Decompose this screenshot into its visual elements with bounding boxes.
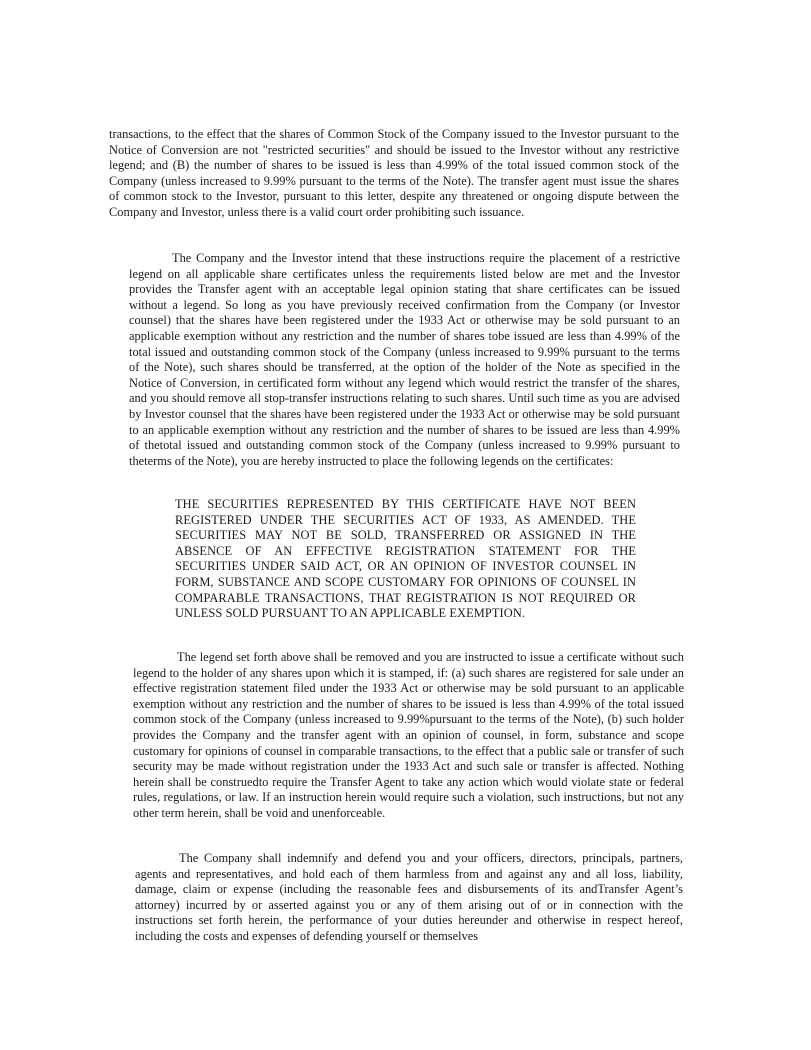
paragraph-restrictive-legend-intent: The Company and the Investor intend that these instructions require the placement of a restrictive legend on all applicable share certificates unless the requirements listed below are met and the Investor provides the Transfer agent with an acceptable legal opinion stating that share certificates can be issued without a legend. So long as you have previously received confirmation from the Company (or Investor counsel) that the shares have been registered under the 1933 Act or otherwise may be sold pursuant to an applicable exemption without any restriction and the number of shares tobe issued are less than 4.99% of the total issued and outstanding common stock of the Company (unless increased to 9.99% pursuant to the terms of the Note), such shares should be transferred, at the option of the holder of the Note as specified in the Notice of Conversion, in certificated form without any legend which would restrict the transfer of the shares, and you should remove all stop-transfer instructions relating to such shares. Until such time as you are advised by Investor counsel that the shares have been registered under the 1933 Act or otherwise may be sold pursuant to an applicable exemption without any restriction and the number of shares to be issued are less than 4.99% of thetotal issued and outstanding common stock of the Company (unless increased to 9.99% pursuant to theterms of the Note), you are hereby instructed to place the following legends on the certificates: — [129, 251, 680, 468]
securities-legend-block: THE SECURITIES REPRESENTED BY THIS CERTIFICATE HAVE NOT BEEN REGISTERED UNDER THE SECURITIES ACT OF 1933, AS AMENDED. THE SECURITIES MAY NOT BE SOLD, TRANSFERRED OR ASSIGNED IN THE ABSENCE OF AN EFFECTIVE REGISTRATION STATEMENT FOR THE SECURITIES UNDER SAID ACT, OR AN OPINION OF INVESTOR COUNSEL IN FORM, SUBSTANCE AND SCOPE CUSTOMARY FOR OPINIONS OF COUNSEL IN COMPARABLE TRANSACTIONS, THAT REGISTRATION IS NOT REQUIRED OR UNLESS SOLD PURSUANT TO AN APPLICABLE EXEMPTION. — [175, 497, 636, 621]
paragraph-indemnification: The Company shall indemnify and defend you and your officers, directors, principals, partners, agents and representatives, and hold each of them harmless from and against any and all loss, liability, damage, claim or expense (including the reasonable fees and disbursements of its andTransfer Agent’s attorney) incurred by or asserted against you or any of them arising out of or in connection with the instructions set forth herein, the performance of your duties hereunder and otherwise in respect hereof, including the costs and expenses of defending yourself or themselves — [135, 851, 683, 943]
paragraph-transactions: transactions, to the effect that the shares of Common Stock of the Company issued to the Investor pursuant to the Notice of Conversion are not "restricted securities" and should be issued to the Investor without any restrictive legend; and (B) the number of shares to be issued is less than 4.99% of the total issued common stock of the Company (unless increased to 9.99% pursuant to the terms of the Note). The transfer agent must issue the shares of common stock to the Investor, pursuant to this letter, despite any threatened or ongoing dispute between the Company and Investor, unless there is a valid court order prohibiting such issuance. — [109, 127, 679, 219]
paragraph-legend-removal: The legend set forth above shall be removed and you are instructed to issue a certificate without such legend to the holder of any shares upon which it is stamped, if: (a) such shares are registered for sale under an effective registration statement filed under the 1933 Act or otherwise may be sold pursuant to an applicable exemption without any restriction and the number of shares to be issued is less than 4.99% of the total issued common stock of the Company (unless increased to 9.99%pursuant to the terms of the Note), (b) such holder provides the Company and the transfer agent with an opinion of counsel, in form, substance and scope customary for opinions of counsel in comparable transactions, to the effect that a public sale or transfer of such security may be made without registration under the 1933 Act and such sale or transfer is affected. Nothing herein shall be construedto require the Transfer Agent to take any action which would violate state or federal rules, regulations, or law. If an instruction herein would require such a violation, such instructions, but not any other term herein, shall be void and unenforceable. — [133, 650, 684, 820]
